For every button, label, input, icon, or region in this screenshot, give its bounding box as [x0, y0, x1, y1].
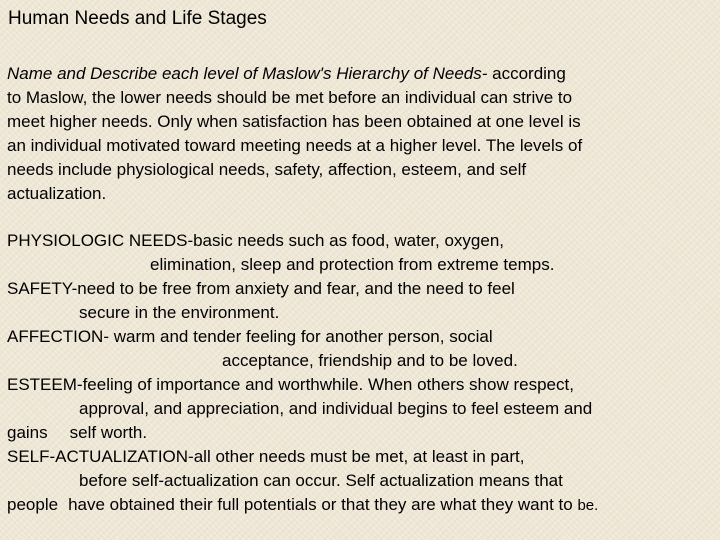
definition-text: -feeling of importance and worthwhile. When others show respect,	[76, 375, 574, 394]
needs-list	[7, 229, 598, 518]
definition-text: acceptance, friendship and to be loved.	[222, 351, 518, 370]
definition-text: be.	[577, 497, 599, 514]
intro-line: needs include physiological needs, safety, affection, esteem, and self	[7, 160, 527, 179]
definition-text: -all other needs must be met, at least in part,	[188, 447, 525, 466]
definition-text: secure in the environment.	[79, 303, 280, 322]
definition-text: -need to be free from anxiety and fear, and the need to feel	[71, 279, 515, 298]
intro-line: meet higher needs. Only when satisfaction has been obtained at one level is	[7, 112, 581, 131]
intro-paragraph	[7, 62, 582, 206]
physiologic-definition	[7, 229, 598, 277]
definition-text: approval, and appreciation, and individual begins to feel esteem and	[79, 399, 593, 418]
definition-text: people	[7, 495, 59, 514]
definition-text: -basic needs such as food, water, oxygen,	[187, 231, 505, 250]
definition-text: self worth.	[69, 423, 148, 442]
self-actualization-term: SELF-ACTUALIZATION	[7, 447, 189, 466]
safety-definition	[7, 277, 598, 325]
intro-line: actualization.	[7, 184, 107, 203]
definition-text: have obtained their full potentials or that they are what they want to	[68, 495, 573, 514]
intro-heading: Name and Describe each level of Maslow's Hierarchy of Needs-	[7, 64, 488, 83]
intro-line: to Maslow, the lower needs should be met before an individual can strive to	[7, 88, 573, 107]
definition-text: before self-actualization can occur. Self actualization means that	[79, 471, 563, 490]
safety-term: SAFETY	[7, 279, 72, 298]
esteem-definition	[7, 373, 598, 445]
affection-definition	[7, 325, 598, 373]
definition-text: - warm and tender feeling for another person, social	[103, 327, 493, 346]
definition-text: elimination, sleep and protection from extreme temps.	[150, 255, 555, 274]
intro-line: according	[487, 64, 566, 83]
intro-line: an individual motivated toward meeting needs at a higher level. The levels of	[7, 136, 583, 155]
definition-text: gains	[7, 423, 48, 442]
esteem-term: ESTEEM	[7, 375, 77, 394]
self-actualization-definition	[7, 445, 598, 518]
affection-term: AFFECTION	[7, 327, 104, 346]
page-title: Human Needs and Life Stages	[8, 8, 267, 29]
physiologic-term: PHYSIOLOGIC NEEDS	[7, 231, 188, 250]
